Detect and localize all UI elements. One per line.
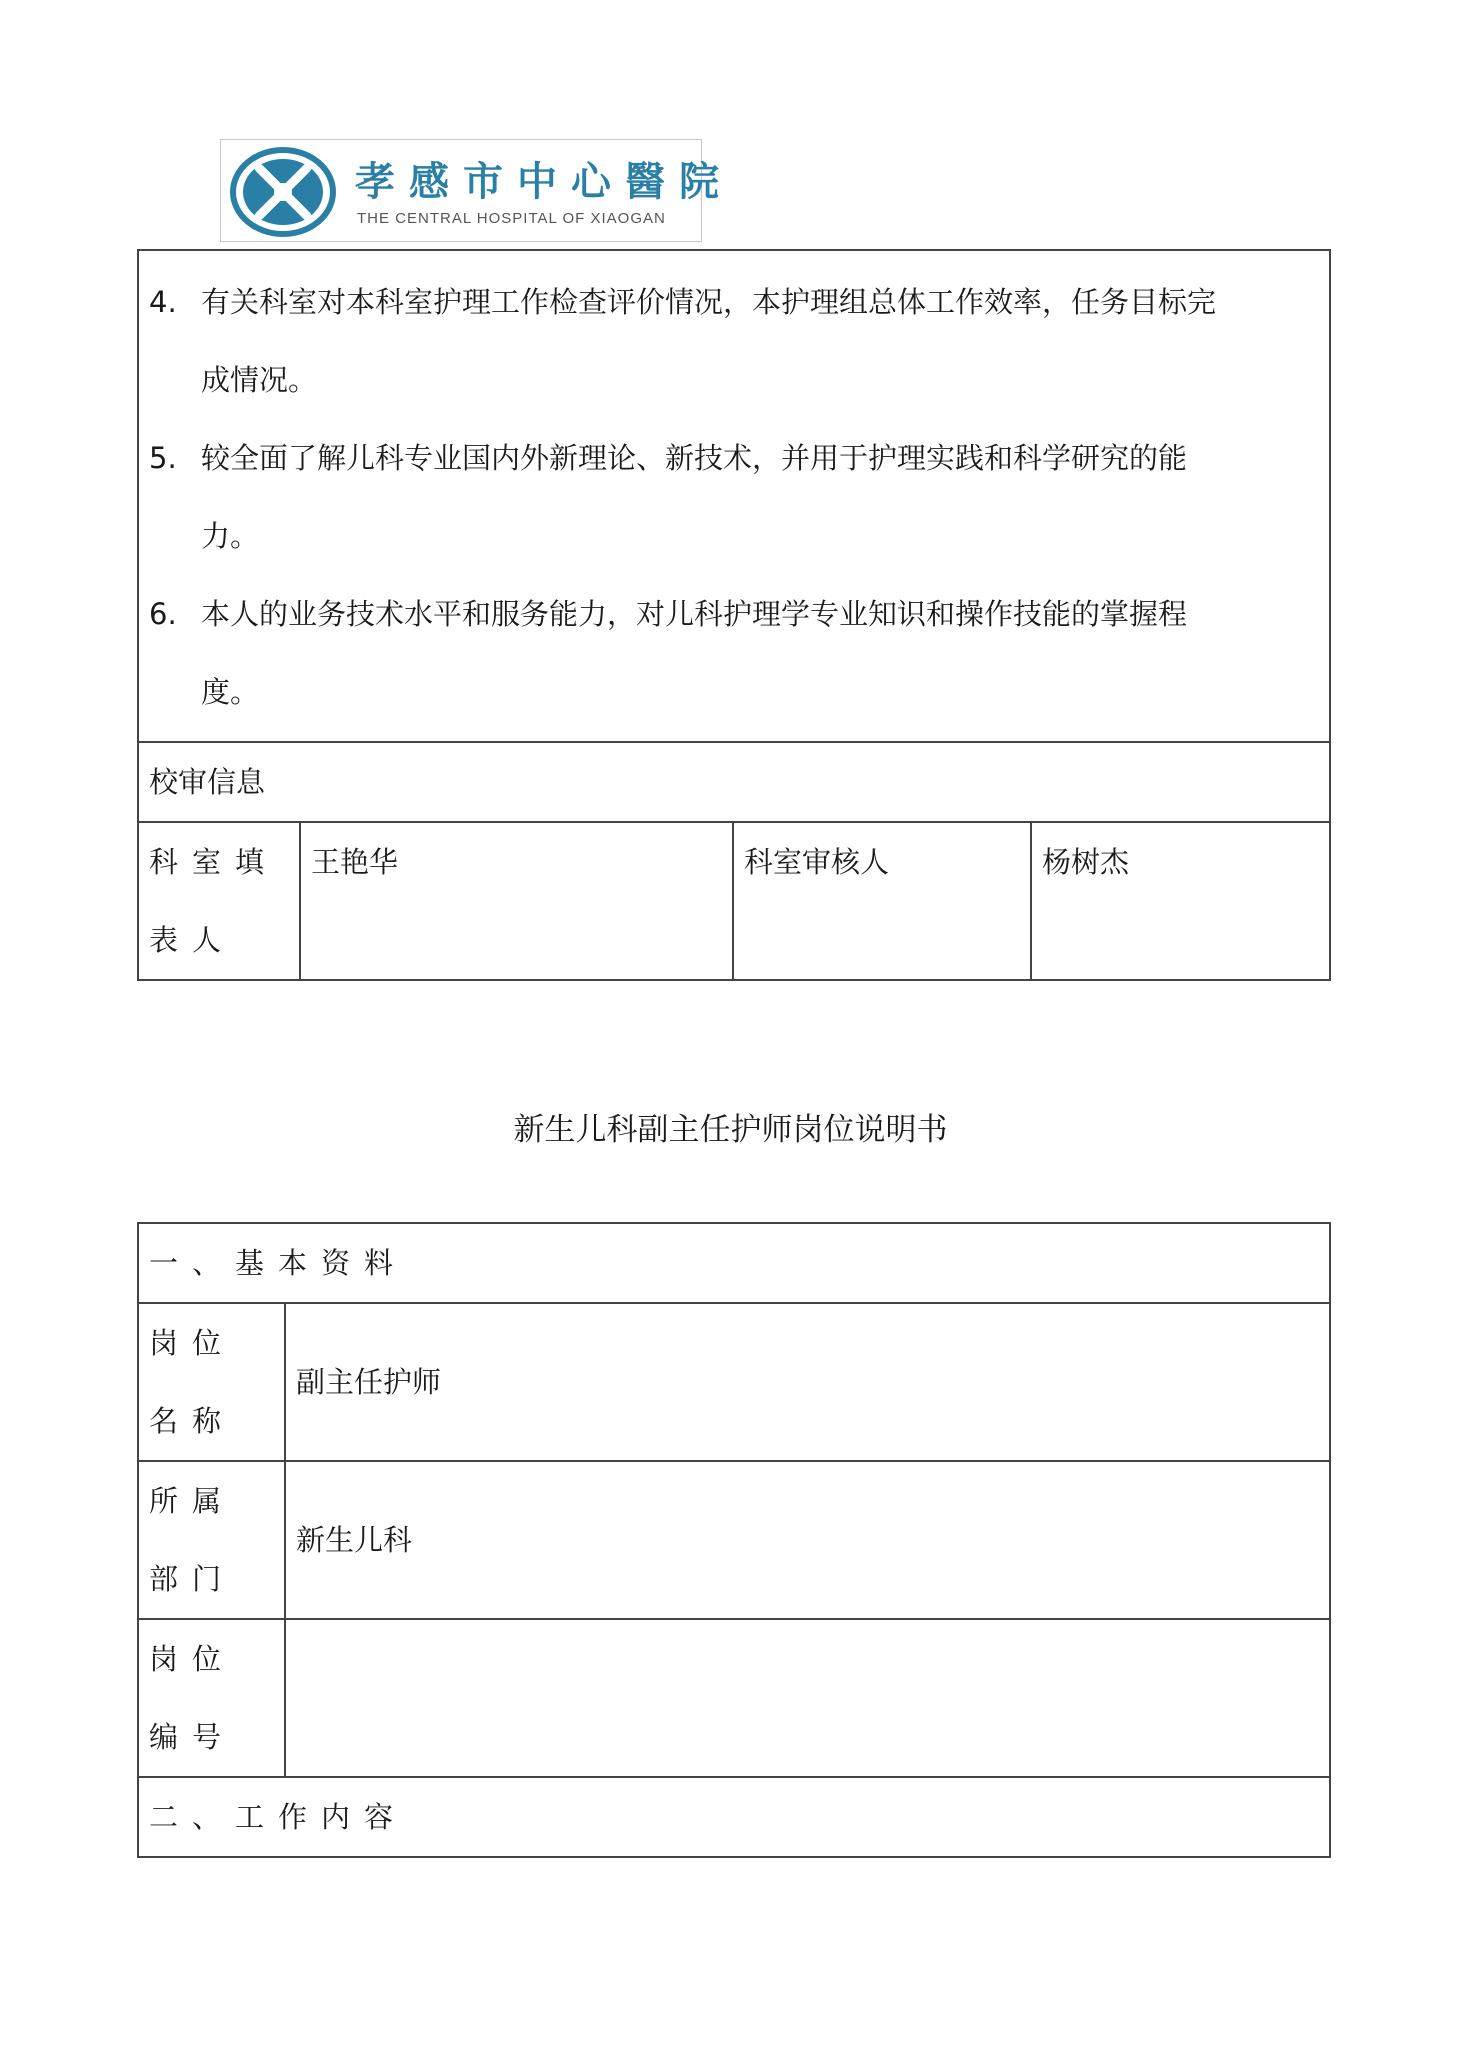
job-description-table — [137, 1222, 1331, 1858]
reviewer-name-cell — [1031, 822, 1330, 980]
item-text: 本人的业务技术水平和服务能力，对儿科护理学专业知识和操作技能的掌握程度。 — [201, 597, 1188, 709]
list-item — [149, 419, 1319, 575]
reviewer-name: 杨树杰 — [1042, 845, 1130, 879]
row-value-cell — [285, 1461, 1330, 1619]
section-header-row — [138, 1223, 1330, 1303]
review-header-row — [138, 742, 1330, 822]
row-label: 岗位编号 — [149, 1642, 236, 1754]
evaluation-items-cell — [138, 250, 1330, 742]
filler-name-cell — [300, 822, 733, 980]
row-value: 副主任护师 — [296, 1365, 442, 1399]
item-text: 较全面了解儿科专业国内外新理论、新技术，并用于护理实践和科学研究的能力。 — [201, 441, 1188, 553]
review-header: 校审信息 — [149, 765, 266, 799]
row-label-cell — [138, 1461, 285, 1619]
filler-label: 科室填表人 — [149, 845, 279, 957]
table-row — [138, 1461, 1330, 1619]
row-value: 新生儿科 — [296, 1523, 413, 1557]
filler-label-cell — [138, 822, 300, 980]
item-number: 5. — [149, 441, 177, 475]
reviewer-label: 科室审核人 — [744, 845, 890, 879]
hospital-logo — [220, 139, 733, 242]
section-basic-info-cell — [138, 1223, 1330, 1303]
item-text: 有关科室对本科室护理工作检查评价情况，本护理组总体工作效率，任务目标完成情况。 — [201, 285, 1217, 397]
logo-english-name: THE CENTRAL HOSPITAL OF XIAOGAN — [357, 210, 666, 227]
hospital-emblem-icon — [229, 146, 337, 238]
section-header-row — [138, 1777, 1330, 1857]
review-signature-row — [138, 822, 1330, 980]
section-basic-info: 一、基本资料 — [149, 1246, 408, 1280]
logo-chinese-name: 孝感市中心醫院 — [355, 158, 733, 205]
evaluation-table — [137, 249, 1331, 981]
list-item — [149, 263, 1319, 419]
item-number: 4. — [149, 285, 177, 319]
filler-name: 王艳华 — [311, 845, 399, 879]
list-item — [149, 575, 1319, 731]
row-label-cell — [138, 1303, 285, 1461]
item-number: 6. — [149, 597, 177, 631]
table-row — [138, 1619, 1330, 1777]
row-label: 岗位名称 — [149, 1326, 236, 1438]
evaluation-items-row — [138, 250, 1330, 742]
section-work-content-cell — [138, 1777, 1330, 1857]
section-work-content: 二、工作内容 — [149, 1800, 408, 1834]
row-value-cell — [285, 1303, 1330, 1461]
review-header-cell — [138, 742, 1330, 822]
document-title: 新生儿科副主任护师岗位说明书 — [513, 1112, 948, 1148]
reviewer-label-cell — [733, 822, 1031, 980]
table-row — [138, 1303, 1330, 1461]
row-value-cell — [285, 1619, 1330, 1777]
row-label-cell — [138, 1619, 285, 1777]
row-label: 所属部门 — [149, 1484, 236, 1596]
